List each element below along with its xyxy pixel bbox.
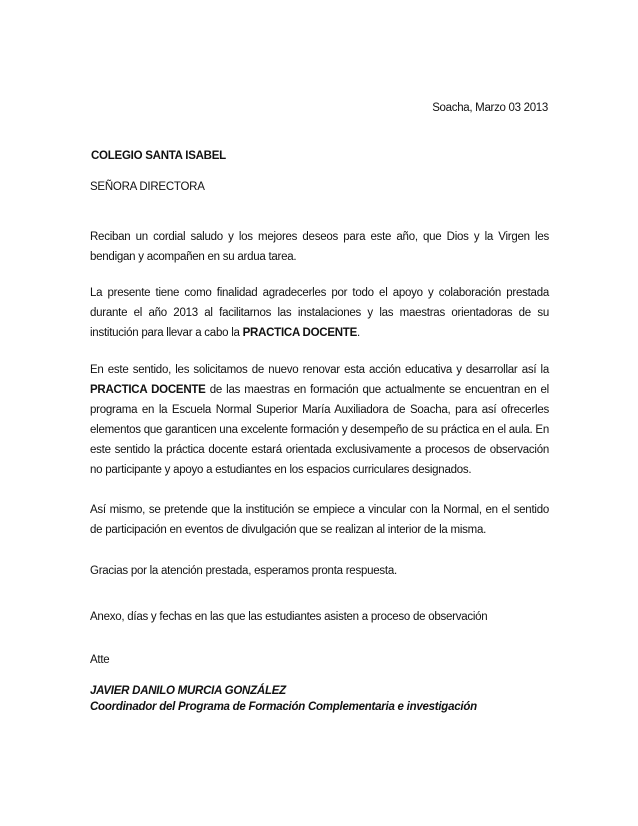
paragraph-thanks: Gracias por la atención prestada, esperamos pronta respuesta. [90, 565, 397, 577]
paragraph-gratitude-bold: PRACTICA DOCENTE [242, 327, 358, 339]
paragraph-gratitude [90, 283, 549, 343]
paragraph-request-end: de las maestras en formación que actualmente se encuentran en el programa en la Escuela Normal Superior María Auxiliadora de Soacha, para así ofrecerles elementos que garanticen una excelente formación y desempeño de su práctica en el aula. En este sentido la práctica docente estará orientada exclusivamente a procesos de observación no participante y apoyo a estudiantes en los espacios curriculares designados. [90, 384, 549, 476]
letter-date: Soacha, Marzo 03 2013 [432, 102, 548, 114]
paragraph-linkage: Así mismo, se pretende que la institución se empiece a vincular con la Normal, en el sentido de participación en eventos de divulgación que se realizan al interior de la misma. [90, 504, 549, 536]
paragraph-request-bold: PRACTICA DOCENTE [90, 384, 206, 396]
closing: Atte [90, 654, 110, 666]
paragraph-gratitude-end: . [357, 327, 360, 339]
signer-name: JAVIER DANILO MURCIA GONZÁLEZ [90, 685, 286, 697]
recipient-school: COLEGIO SANTA ISABEL [91, 150, 226, 162]
paragraph-greeting: Reciban un cordial saludo y los mejores deseos para este año, que Dios y la Virgen les bendigan y acompañen en su ardua tarea. [90, 231, 549, 263]
paragraph-request-text: En este sentido, les solicitamos de nuevo renovar esta acción educativa y desarrollar así la [90, 364, 549, 376]
salutation: SEÑORA DIRECTORA [90, 181, 205, 193]
paragraph-request [90, 360, 549, 480]
paragraph-annex: Anexo, días y fechas en las que las estudiantes asisten a proceso de observación [90, 611, 488, 623]
paragraph-gratitude-text: La presente tiene como finalidad agradecerles por todo el apoyo y colaboración prestada durante el año 2013 al facilitarnos las instalaciones y las maestras orientadoras de su institución para llevar a cabo la [90, 287, 549, 339]
signer-title: Coordinador del Programa de Formación Complementaria e investigación [90, 701, 477, 713]
